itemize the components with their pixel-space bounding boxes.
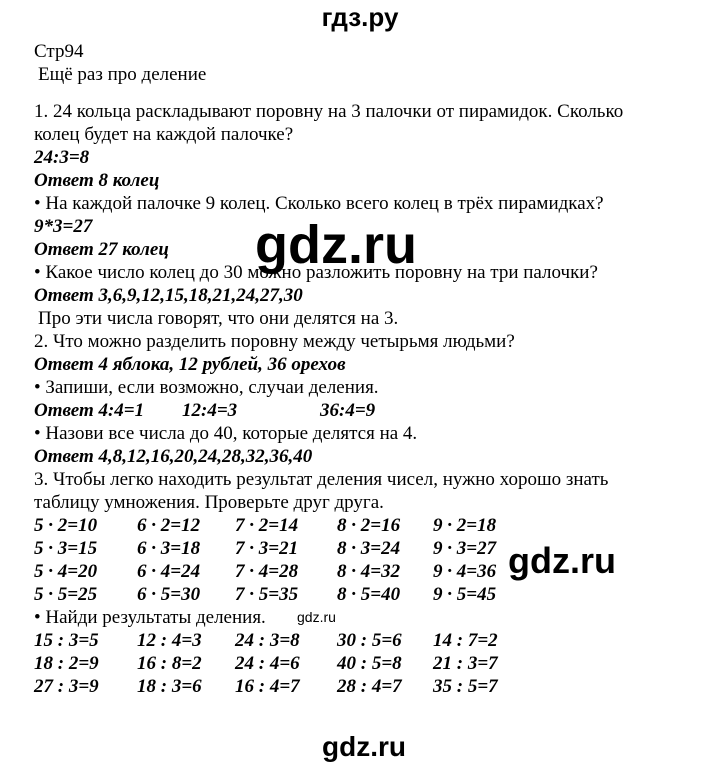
div-cell: 35 : 5=7 [433, 676, 498, 697]
mult-cell: 5 · 4=20 [34, 561, 98, 582]
mult-cell: 9 · 5=45 [433, 584, 497, 605]
watermark-footer: gdz.ru [322, 731, 406, 762]
div-cell: 18 : 3=6 [137, 676, 202, 697]
site-header: гдз.ру [321, 2, 399, 32]
div-cell: 16 : 4=7 [235, 676, 300, 697]
task1-question-line2: колец будет на каждой палочке? [34, 124, 294, 145]
task1-answer: Ответ 8 колец [34, 170, 160, 191]
task1-answer2: Ответ 27 колец [34, 239, 169, 260]
mult-cell: 9 · 2=18 [433, 515, 497, 536]
div-cell: 16 : 8=2 [137, 653, 202, 674]
mult-cell: 9 · 4=36 [433, 561, 497, 582]
div-cell: 27 : 3=9 [34, 676, 99, 697]
task2-question: 2. Что можно разделить поровну между четырьмя людьми? [34, 331, 515, 352]
watermark-big: gdz.ru [255, 215, 417, 275]
div-cell: 18 : 2=9 [34, 653, 99, 674]
task1-calc2: 9*3=27 [34, 216, 93, 237]
div-cell: 30 : 5=6 [337, 630, 402, 651]
mult-cell: 6 · 5=30 [137, 584, 201, 605]
task1-note: Про эти числа говорят, что они делятся на 3. [38, 308, 399, 329]
task2-question2: • Запиши, если возможно, случаи деления. [34, 377, 379, 398]
task2-answer2 [34, 399, 694, 422]
mult-row [34, 514, 694, 537]
div-cell: 24 : 4=6 [235, 653, 300, 674]
mult-cell: 7 · 2=14 [235, 515, 299, 536]
task2-answer: Ответ 4 яблока, 12 рублей, 36 орехов [34, 354, 346, 375]
mult-cell: 7 · 4=28 [235, 561, 299, 582]
mult-cell: 6 · 2=12 [137, 515, 201, 536]
task2-answer2-item: Ответ 4:4=1 [34, 400, 145, 421]
mult-cell: 8 · 5=40 [337, 584, 401, 605]
mult-cell: 5 · 3=15 [34, 538, 98, 559]
mult-cell: 7 · 5=35 [235, 584, 299, 605]
div-row [34, 652, 694, 675]
page-number: Стр94 [34, 41, 84, 62]
task2-question3: • Назови все числа до 40, которые делятся на 4. [34, 423, 418, 444]
task1-question2: • На каждой палочке 9 колец. Сколько всего колец в трёх пирамидках? [34, 193, 604, 214]
mult-cell: 5 · 2=10 [34, 515, 98, 536]
div-cell: 21 : 3=7 [433, 653, 498, 674]
div-cell: 15 : 3=5 [34, 630, 99, 651]
div-cell: 28 : 4=7 [337, 676, 402, 697]
mult-cell: 5 · 5=25 [34, 584, 98, 605]
div-cell: 12 : 4=3 [137, 630, 202, 651]
task2-answer2-item: 36:4=9 [320, 400, 376, 421]
mult-cell: 6 · 4=24 [137, 561, 201, 582]
div-row [34, 629, 694, 652]
div-cell: 24 : 3=8 [235, 630, 300, 651]
document-body [34, 40, 694, 698]
task3-question2: • Найди результаты деления. [34, 607, 266, 628]
div-row [34, 675, 694, 698]
task1-question-line1: 1. 24 кольца раскладывают поровну на 3 палочки от пирамидок. Сколько [34, 101, 624, 122]
mult-cell: 8 · 3=24 [337, 538, 401, 559]
mult-cell: 7 · 3=21 [235, 538, 299, 559]
task1-answer3: Ответ 3,6,9,12,15,18,21,24,27,30 [34, 285, 303, 306]
mult-row [34, 583, 694, 606]
task2-answer3: Ответ 4,8,12,16,20,24,28,32,36,40 [34, 446, 313, 467]
watermark-small: gdz.ru [297, 609, 336, 625]
div-cell: 40 : 5=8 [337, 653, 402, 674]
task1-question3: • Какое число колец до 30 можно разложить поровну на три палочки? [34, 262, 598, 283]
div-cell: 14 : 7=2 [433, 630, 498, 651]
mult-cell: 8 · 2=16 [337, 515, 401, 536]
task3-question-line1: 3. Чтобы легко находить результат деления чисел, нужно хорошо знать [34, 469, 609, 490]
page-title: Ещё раз про деление [38, 64, 207, 85]
mult-cell: 8 · 4=32 [337, 561, 401, 582]
task1-calc: 24:3=8 [34, 147, 90, 168]
task2-answer2-item: 12:4=3 [182, 400, 238, 421]
mult-cell: 6 · 3=18 [137, 538, 201, 559]
watermark-mid: gdz.ru [508, 540, 616, 581]
task3-question-line2: таблицу умножения. Проверьте друг друга. [34, 492, 384, 513]
mult-cell: 9 · 3=27 [433, 538, 497, 559]
